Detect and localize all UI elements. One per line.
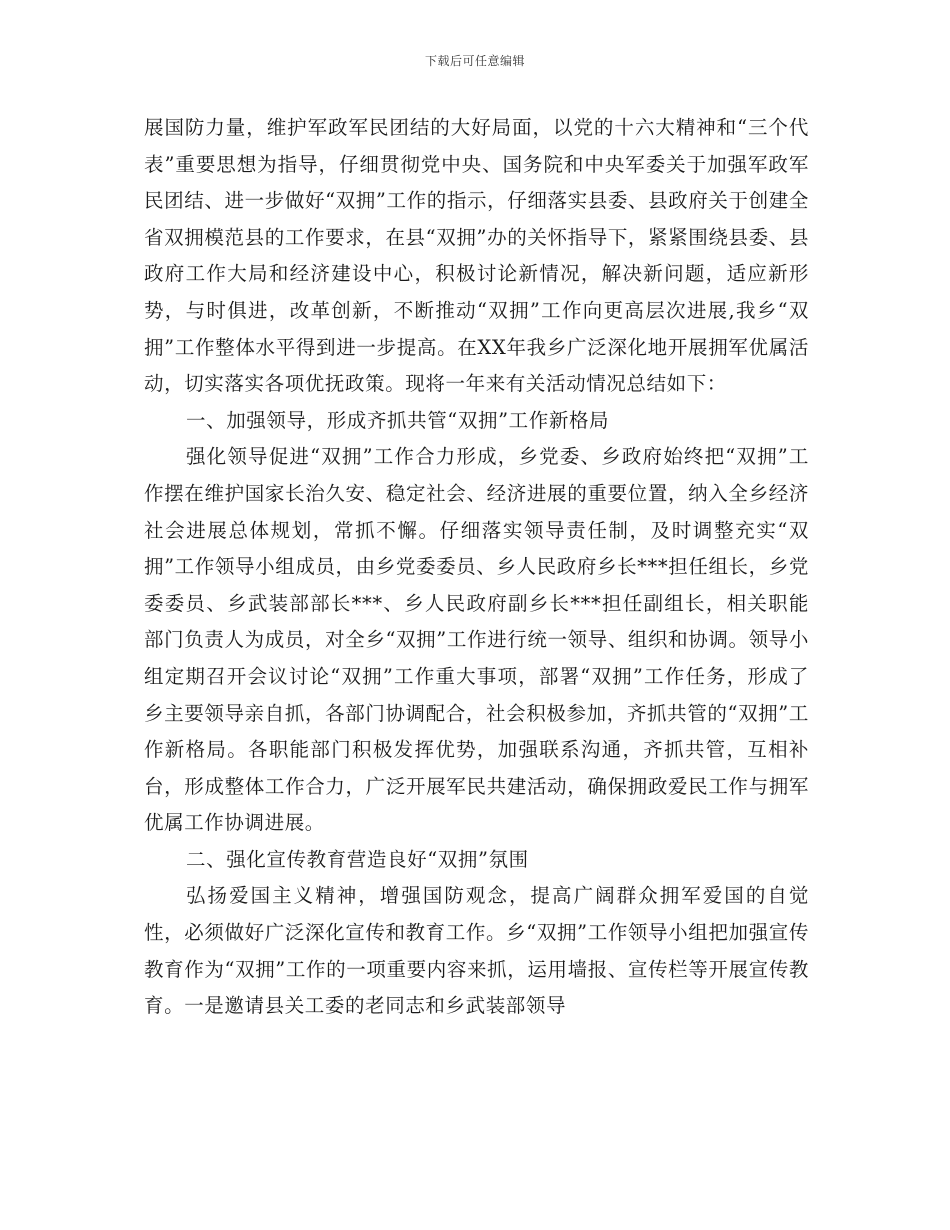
document-body [144, 110, 809, 1025]
paragraph-leadership: 强化领导促进“双拥”工作合力形成，乡党委、乡政府始终把“双拥”工作摆在维护国家长治久安、稳定社会、经济进展的重要位置，纳入全乡经济社会进展总体规划，常抓不懈。仔细落实领导责任制，及时调整充实“双拥”工作领导小组成员，由乡党委委员、乡人民政府乡长***担任组长，乡党委委员、乡武装部部长***、乡人民政府副乡长***担任副组长，相关职能部门负责人为成员，对全乡“双拥”工作进行统一领导、组织和协调。领导小组定期召开会议讨论“双拥”工作重大事项，部署“双拥”工作任务，形成了乡主要领导亲自抓，各部门协调配合，社会积极参加，齐抓共管的“双拥”工作新格局。各职能部门积极发挥优势，加强联系沟通，齐抓共管，互相补台，形成整体工作合力，广泛开展军民共建活动，确保拥政爱民工作与拥军优属工作协调进展。 [144, 445, 809, 835]
section-heading-1: 一、加强领导，形成齐抓共管“双拥”工作新格局 [186, 408, 610, 432]
paragraph-intro-continued: 展国防力量，维护军政军民团结的大好局面，以党的十六大精神和“三个代表”重要思想为指导，仔细贯彻党中央、国务院和中央军委关于加强军政军民团结、进一步做好“双拥”工作的指示，仔细落实县委、县政府关于创建全省双拥模范县的工作要求，在县“双拥”办的关怀指导下，紧紧围绕县委、县政府工作大局和经济建设中心，积极讨论新情况，解决新问题，适应新形势，与时俱进，改革创新，不断推动“双拥”工作向更高层次进展,我乡“双拥”工作整体水平得到进一步提高。在XX年我乡广泛深化地开展拥军优属活动，切实落实各项优抚政策。现将一年来有关活动情况总结如下： [144, 116, 809, 396]
section-heading-2: 二、强化宣传教育营造良好“双拥”氛围 [186, 847, 529, 871]
page-header: 下载后可任意编辑 [424, 54, 525, 68]
paragraph-publicity: 弘扬爱国主义精神，增强国防观念，提高广阔群众拥军爱国的自觉性，必须做好广泛深化宣传和教育工作。乡“双拥”工作领导小组把加强宣传教育作为“双拥”工作的一项重要内容来抓，运用墙报、宣传栏等开展宣传教育。一是邀请县关工委的老同志和乡武装部领导 [144, 884, 809, 1018]
